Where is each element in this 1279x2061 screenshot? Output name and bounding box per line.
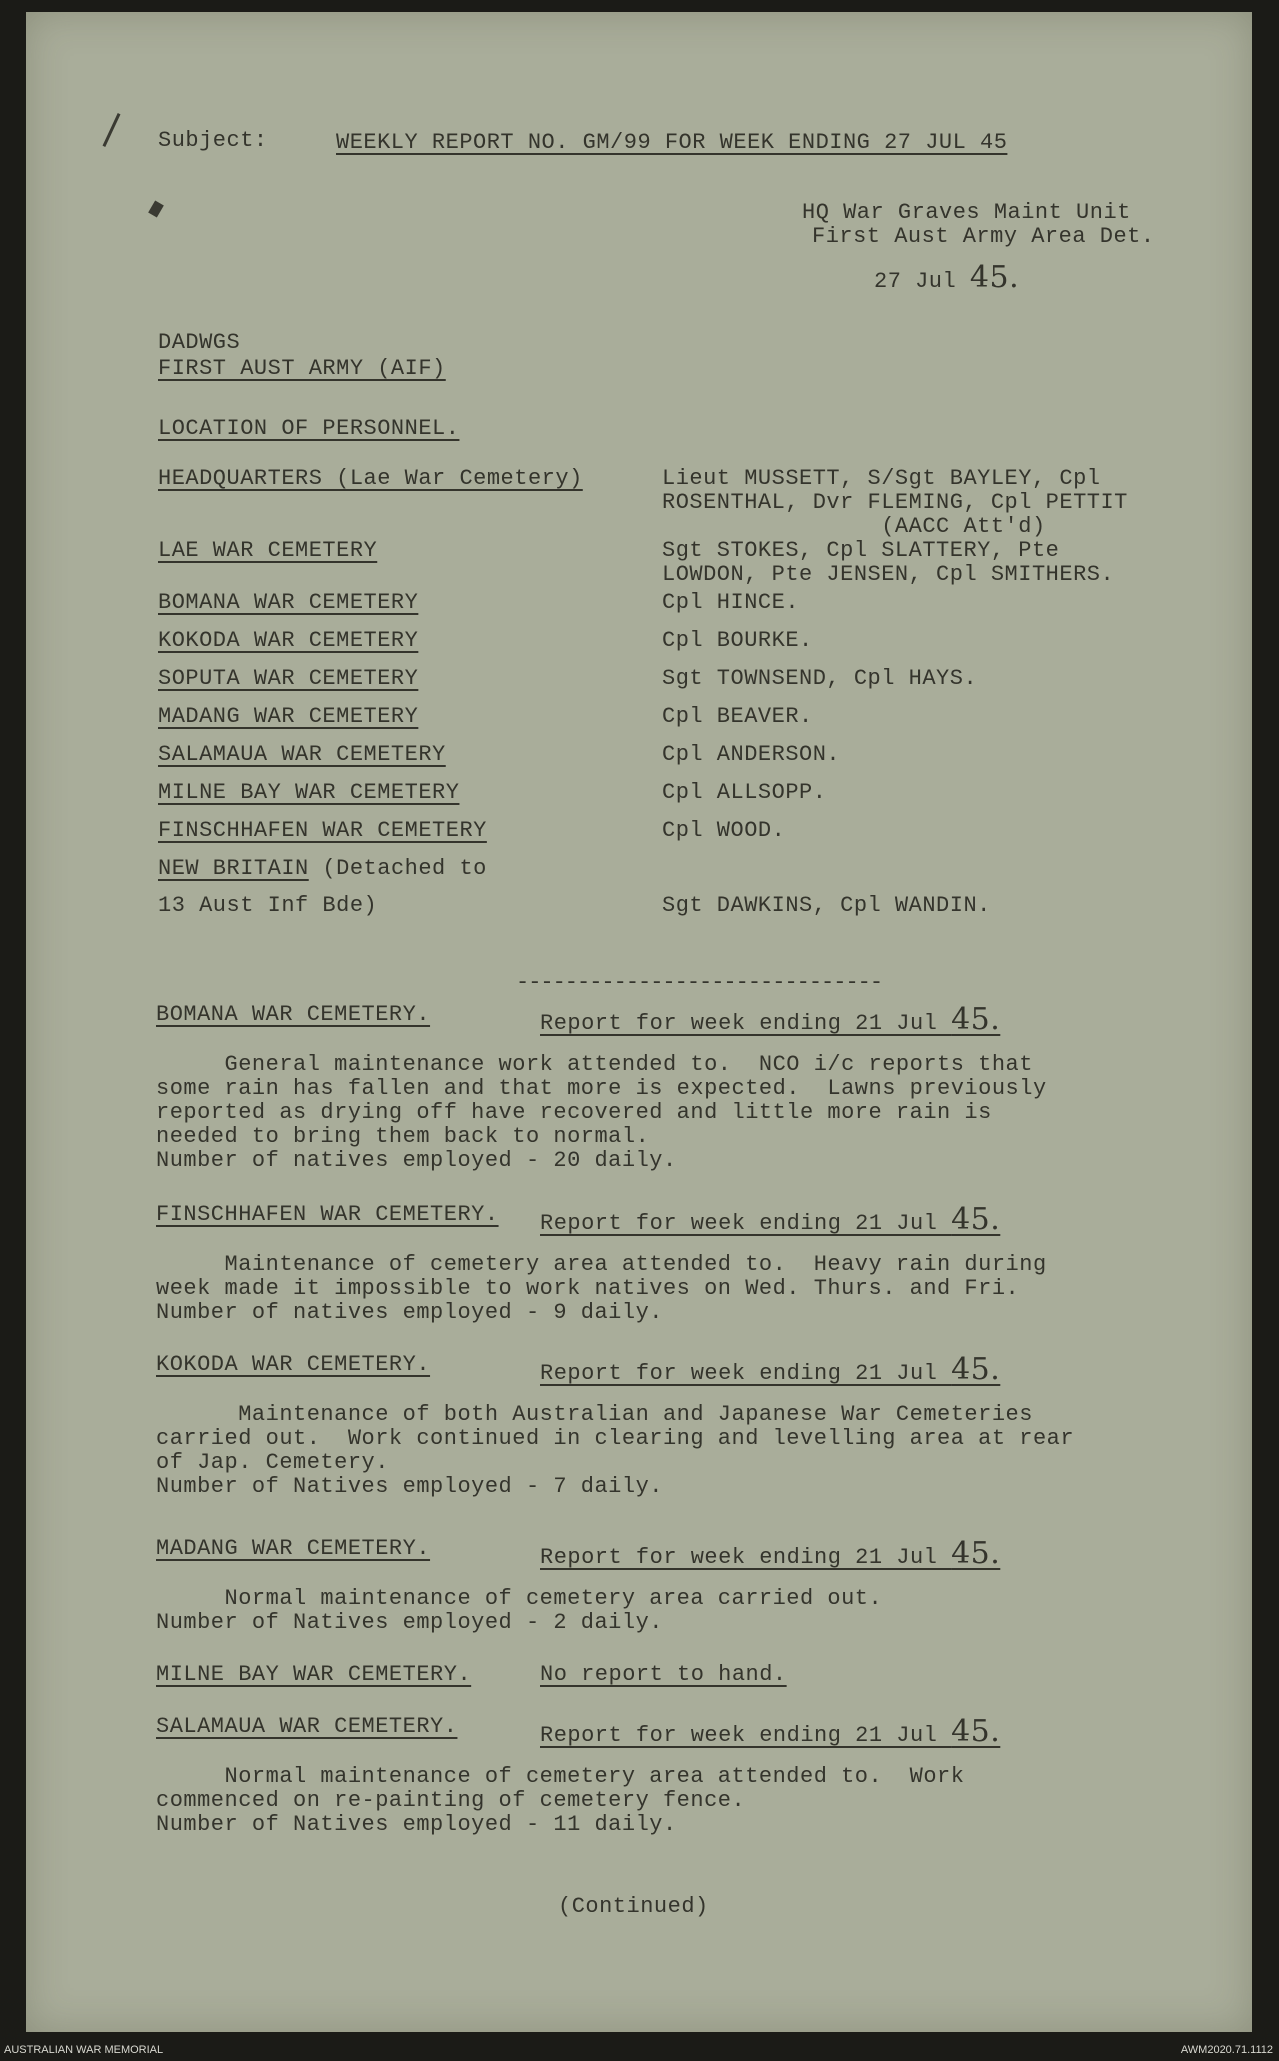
report-period — [540, 1352, 1000, 1387]
addressee-line-1: DADWGS — [158, 330, 241, 355]
report-body-line: Normal maintenance of cemetery area carried out. — [156, 1586, 883, 1611]
report-period — [540, 1662, 787, 1687]
personnel-names: LOWDON, Pte JENSEN, Cpl SMITHERS. — [662, 562, 1115, 587]
personnel-names: Sgt DAWKINS, Cpl WANDIN. — [662, 893, 991, 918]
personnel-names: Sgt STOKES, Cpl SLATTERY, Pte — [662, 538, 1060, 563]
report-body-line: Number of Natives employed - 11 daily. — [156, 1812, 677, 1837]
personnel-names: Cpl BOURKE. — [662, 628, 813, 653]
personnel-place-name: KOKODA WAR CEMETERY — [158, 628, 419, 653]
report-period-text: Report for week ending 21 Jul — [540, 1011, 952, 1036]
report-period — [540, 1002, 1000, 1037]
report-body-line: Maintenance of both Australian and Japanese War Cemeteries — [156, 1402, 1033, 1427]
addressee-line-2: FIRST AUST ARMY (AIF) — [158, 356, 446, 381]
personnel-place — [158, 856, 487, 881]
report-body-line: carried out. Work continued in clearing and levelling area at rear — [156, 1426, 1075, 1451]
personnel-names: Sgt TOWNSEND, Cpl HAYS. — [662, 666, 978, 691]
report-period-text: Report for week ending 21 Jul — [540, 1723, 952, 1748]
separator-line: ------------------------------ — [516, 970, 883, 995]
personnel-place-name: SALAMAUA WAR CEMETERY — [158, 742, 446, 767]
report-body-line: General maintenance work attended to. NCO i/c reports that — [156, 1052, 1033, 1077]
report-period — [540, 1714, 1000, 1749]
footer-right: AWM2020.71.1112 — [1180, 2044, 1273, 2056]
personnel-place — [158, 742, 446, 767]
personnel-place — [158, 704, 418, 729]
report-period-text: Report for week ending 21 Jul — [540, 1361, 952, 1386]
report-year-handwritten: 45. — [951, 1352, 1001, 1387]
report-year-handwritten: 45. — [951, 1202, 1001, 1237]
personnel-names: Cpl ALLSOPP. — [662, 780, 827, 805]
personnel-place-line2: 13 Aust Inf Bde) — [158, 893, 378, 918]
report-date — [874, 260, 1019, 295]
report-cemetery-heading: KOKODA WAR CEMETERY. — [156, 1352, 431, 1377]
personnel-names: Cpl BEAVER. — [662, 704, 813, 729]
personnel-names: Lieut MUSSETT, S/Sgt BAYLEY, Cpl — [662, 466, 1101, 491]
report-body-line: Number of Natives employed - 7 daily. — [156, 1474, 663, 1499]
personnel-place — [158, 780, 459, 805]
personnel-names: ROSENTHAL, Dvr FLEMING, Cpl PETTIT — [662, 490, 1128, 515]
report-year-handwritten: 45. — [951, 1714, 1001, 1749]
personnel-place-name: NEW BRITAIN — [158, 856, 309, 881]
personnel-place — [158, 666, 418, 691]
personnel-place — [158, 818, 487, 843]
personnel-place-name: BOMANA WAR CEMETERY — [158, 590, 419, 615]
report-body-line: Normal maintenance of cemetery area attended to. Work — [156, 1764, 965, 1789]
personnel-names: Cpl HINCE. — [662, 590, 800, 615]
report-cemetery-heading: SALAMAUA WAR CEMETERY. — [156, 1714, 458, 1739]
report-body-line: commenced on re-painting of cemetery fence. — [156, 1788, 746, 1813]
personnel-place-name: MILNE BAY WAR CEMETERY — [158, 780, 460, 805]
report-period — [540, 1202, 1000, 1237]
unit-line-2: First Aust Army Area Det. — [812, 224, 1155, 249]
subject-text: WEEKLY REPORT NO. GM/99 FOR WEEK ENDING 27 JUL 45 — [336, 130, 1008, 155]
document-page — [26, 12, 1252, 2032]
personnel-names: Cpl ANDERSON. — [662, 742, 841, 767]
report-body-line: of Jap. Cemetery. — [156, 1450, 389, 1475]
personnel-place-note: (Detached to — [308, 856, 487, 881]
report-body-line: Number of natives employed - 20 daily. — [156, 1148, 677, 1173]
personnel-place — [158, 590, 418, 615]
staple-mark — [103, 113, 121, 147]
unit-line-1: HQ War Graves Maint Unit — [802, 200, 1131, 225]
personnel-names: (AACC Att'd) — [662, 514, 1046, 539]
personnel-place-name: HEADQUARTERS (Lae War Cemetery) — [158, 466, 583, 491]
footer-left: AUSTRALIAN WAR MEMORIAL — [4, 2044, 164, 2056]
continued-note: (Continued) — [558, 1894, 709, 1919]
personnel-place — [158, 466, 583, 491]
report-year-handwritten: 45. — [951, 1002, 1001, 1037]
subject-label: Subject: — [158, 128, 268, 153]
report-year-handwritten: 45. — [951, 1536, 1001, 1571]
report-cemetery-heading: MADANG WAR CEMETERY. — [156, 1536, 431, 1561]
report-date-handwritten: 45. — [969, 260, 1020, 295]
report-body-line: Number of natives employed - 9 daily. — [156, 1300, 663, 1325]
report-cemetery-heading: FINSCHHAFEN WAR CEMETERY. — [156, 1202, 499, 1227]
report-date-typed: 27 Jul — [874, 269, 970, 294]
personnel-place — [158, 538, 377, 563]
report-period-text: Report for week ending 21 Jul — [540, 1545, 952, 1570]
report-body-line: reported as drying off have recovered and little more rain is — [156, 1100, 992, 1125]
report-period-text: No report to hand. — [540, 1662, 787, 1687]
report-period — [540, 1536, 1000, 1571]
personnel-names: Cpl WOOD. — [662, 818, 786, 843]
report-body-line: Number of Natives employed - 2 daily. — [156, 1610, 663, 1635]
personnel-place-name: SOPUTA WAR CEMETERY — [158, 666, 419, 691]
report-period-text: Report for week ending 21 Jul — [540, 1211, 952, 1236]
report-body-line: week made it impossible to work natives on Wed. Thurs. and Fri. — [156, 1276, 1020, 1301]
ink-mark — [148, 200, 164, 217]
personnel-place-name: FINSCHHAFEN WAR CEMETERY — [158, 818, 487, 843]
report-body-line: some rain has fallen and that more is expected. Lawns previously — [156, 1076, 1047, 1101]
location-heading: LOCATION OF PERSONNEL. — [158, 416, 460, 441]
report-body-line: needed to bring them back to normal. — [156, 1124, 650, 1149]
report-cemetery-heading: BOMANA WAR CEMETERY. — [156, 1002, 431, 1027]
personnel-place — [158, 628, 418, 653]
report-cemetery-heading: MILNE BAY WAR CEMETERY. — [156, 1662, 472, 1687]
report-body-line: Maintenance of cemetery area attended to. Heavy rain during — [156, 1252, 1047, 1277]
personnel-place-name: LAE WAR CEMETERY — [158, 538, 378, 563]
personnel-place-name: MADANG WAR CEMETERY — [158, 704, 419, 729]
